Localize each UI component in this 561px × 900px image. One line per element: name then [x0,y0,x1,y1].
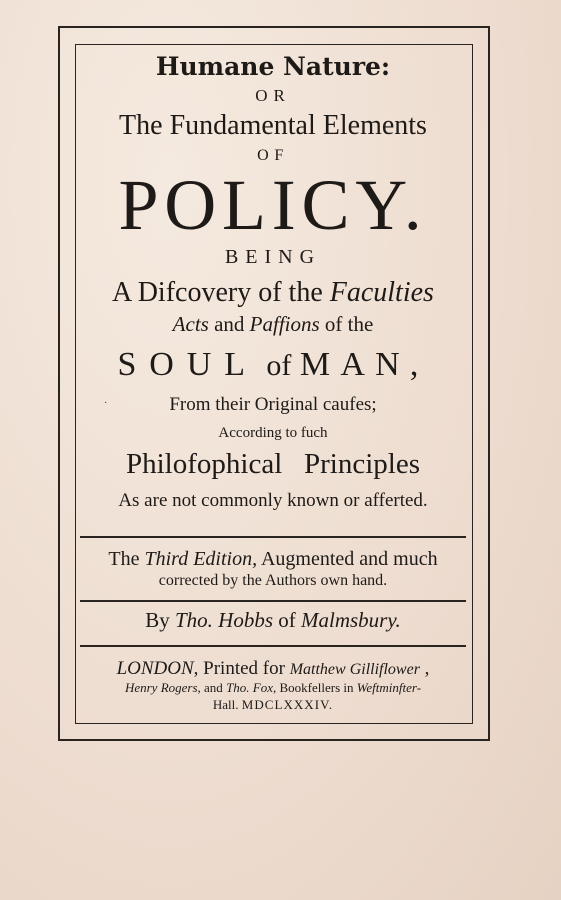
of-word: of [266,349,292,382]
principles-line: Philofophical Principles [126,448,420,480]
outer-border-left [58,26,60,740]
being-line: BEING [224,246,322,268]
author-name: Tho. Hobbs [174,608,274,632]
discovery-text-a: A Difcovery of the [112,277,330,308]
or-line: OR [255,86,291,105]
discovery-line [78,277,468,309]
subtitle-line: The Fundamental Elements [119,110,427,141]
imprint-line-2 [78,680,468,696]
acts-text-c: Paffions [249,312,320,336]
acts-text-d: of the [319,312,374,336]
outer-border-top [58,26,490,28]
imprint-gilliflower: Matthew Gilliflower [289,661,420,678]
edition-text-a: The [108,548,145,570]
outer-border-bottom [58,739,490,741]
divider-2 [80,600,466,602]
edition-text-b: Third Edition, [144,548,258,570]
imprint-line-3 [78,697,468,713]
man-word: MAN, [299,346,429,383]
imprint-comma: , [419,658,430,679]
imprint-printed: , Printed for [193,658,290,679]
of-text: of [273,608,302,632]
acts-line [78,312,468,337]
soul-word: SOUL [117,346,258,383]
divider-1 [80,536,466,538]
inner-border-left [75,44,76,724]
imprint-year: MDCLXXXIV. [241,697,334,712]
author-line [78,608,468,633]
soul-of-man-line [78,346,468,384]
imprint-rogers: Henry Rogers, [124,680,201,695]
edition-line [78,548,468,571]
according-line: According to fuch [218,425,328,441]
by-text: By [145,608,175,632]
imprint-london: LONDON [116,658,194,679]
discovery-text-b: Faculties [329,277,434,308]
of-line-1: OF [257,147,289,164]
imprint-westminster: Weftminfter- [356,680,422,695]
imprint-fox: Tho. Fox, [226,680,277,695]
imprint-line-1 [78,658,468,680]
inner-border-bottom [75,723,473,724]
edition-text-c: Augmented and much [257,548,438,570]
imprint-booksellers: Bookfellers in [276,680,357,695]
inner-border-right [472,44,473,724]
corrected-line: corrected by the Authors own hand. [158,572,388,589]
title-blackletter: Humane Nature: [155,52,391,81]
imprint-and: and [200,680,227,695]
as-are-line: As are not commonly known or afferted. [118,490,428,511]
inner-border-top [75,44,473,45]
outer-border-right [488,26,490,740]
acts-text-b: and [208,312,250,336]
from-line: From their Original caufes; [169,394,377,415]
acts-text-a: Acts [172,312,209,336]
imprint-hall: Hall. [212,697,239,712]
ornament-dot: · [104,398,108,409]
policy-heading: POLICY. [118,165,428,245]
divider-3 [80,645,466,647]
malmsbury-text: Malmsbury. [301,608,401,632]
